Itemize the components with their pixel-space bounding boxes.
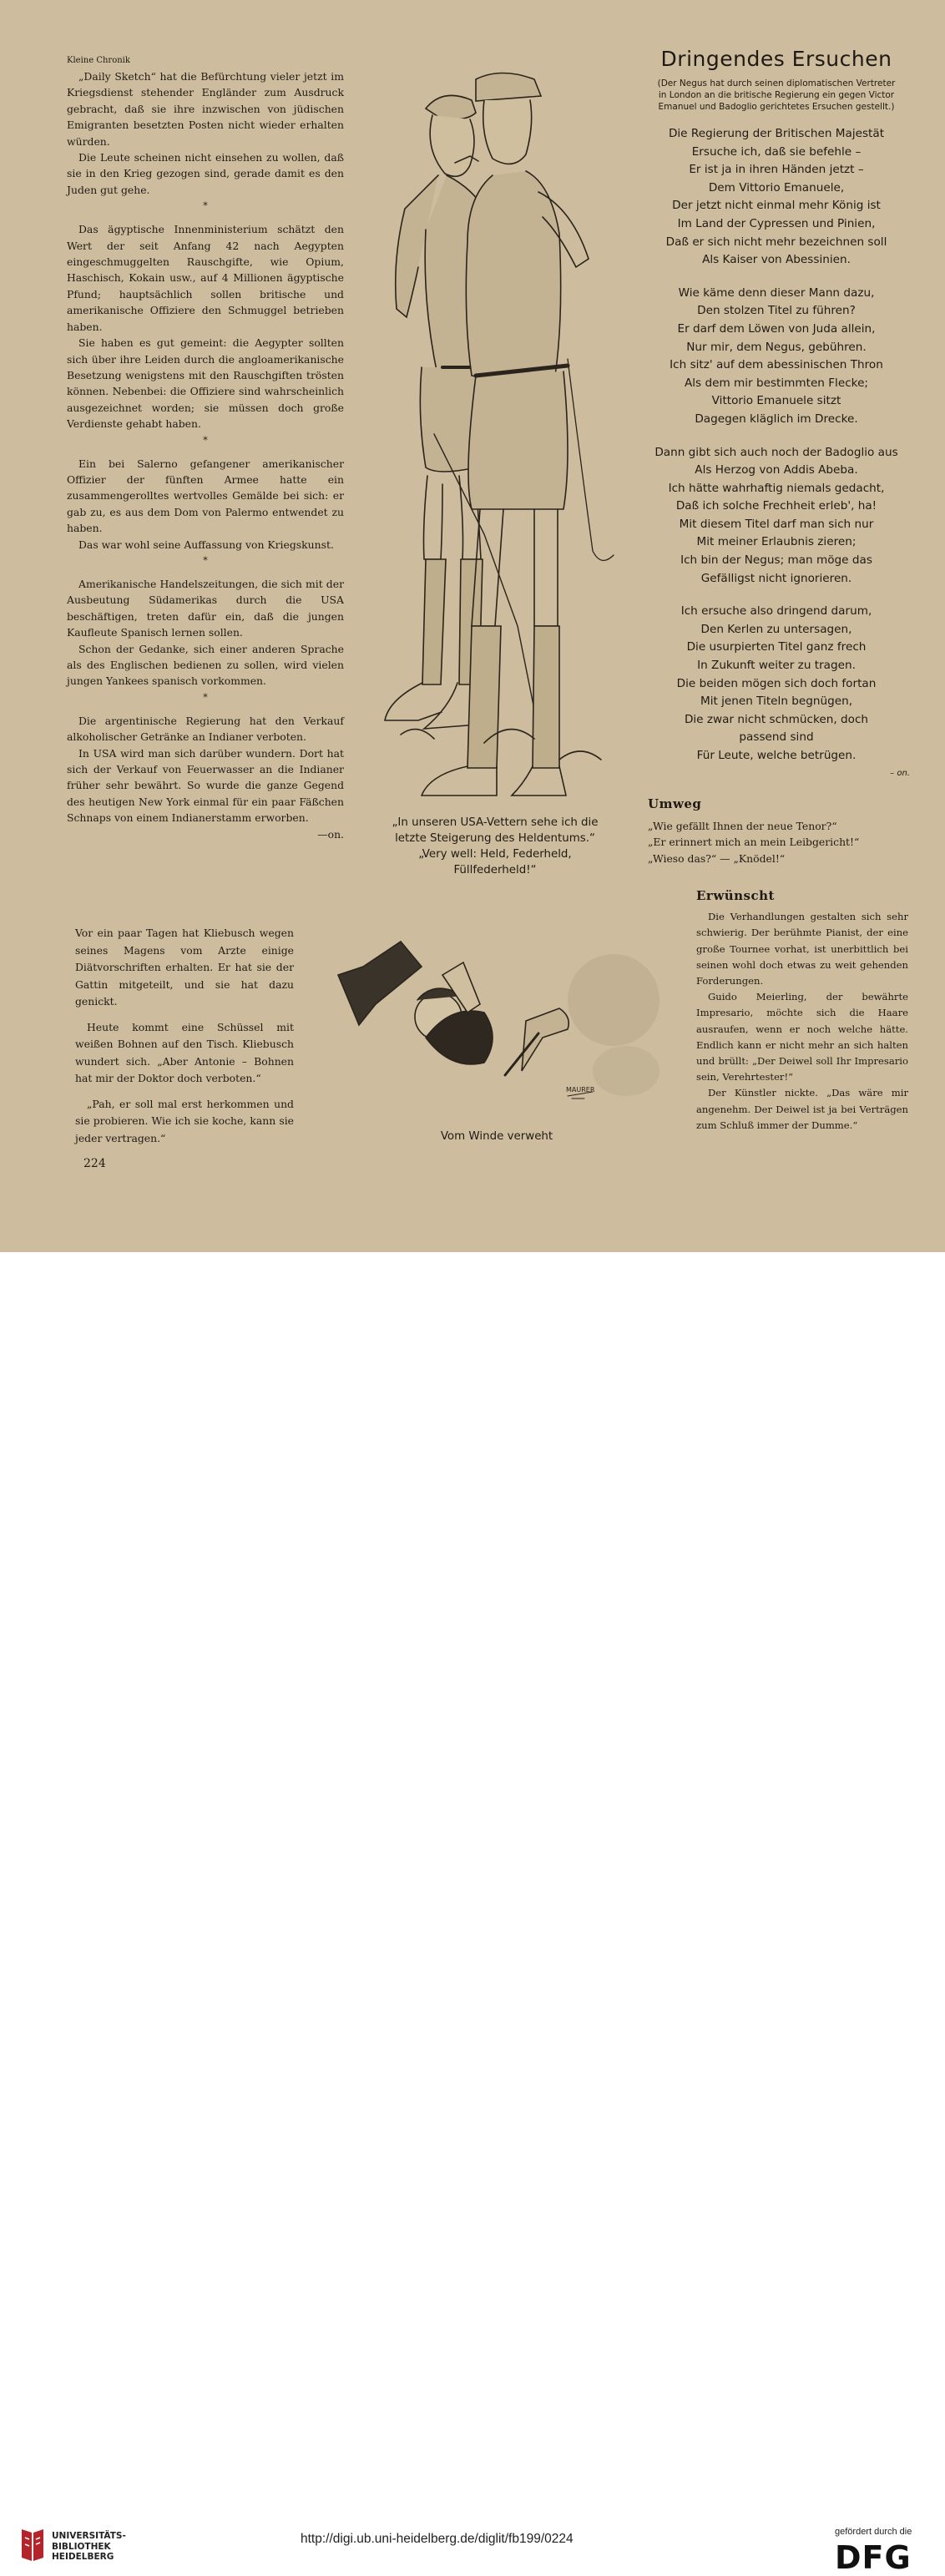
poem-line: Er ist ja in ihren Händen jetzt –	[689, 163, 864, 177]
poem-line: Ich ersuche also dringend darum,	[680, 604, 872, 619]
paragraph: Die argentinische Regierung hat den Verkauf alkoholischer Getränke an Indianer verboten.	[67, 714, 344, 744]
poem-line: Ich sitz' auf dem abessinischen Thron	[670, 358, 883, 372]
poem-line: Als Herzog von Addis Abeba.	[695, 463, 858, 477]
poem-stanza	[634, 285, 918, 429]
joke-line: „Er erinnert mich an mein Leibgericht!“	[648, 836, 860, 848]
poem-line: Mit meiner Erlaubnis zieren;	[696, 535, 857, 549]
poem-line: Als dem mir bestimmten Flecke;	[684, 376, 869, 390]
separator-star: *	[203, 434, 208, 446]
caption-line: „In unseren USA-Vettern sehe ich die	[392, 816, 599, 829]
subtitle-line: Emanuel und Badoglio gerichtetes Ersuchen gestellt.)	[658, 102, 895, 112]
separator-star: *	[203, 200, 208, 212]
poem-line: Ich hätte wahrhaftig niemals gedacht,	[668, 481, 885, 495]
poem-line: Daß ich solche Frechheit erleb', ha!	[675, 499, 877, 513]
poem-line: Gefälligst nicht ignorieren.	[700, 571, 852, 585]
cartoon-signature: MAURER	[566, 1086, 595, 1094]
paragraph: Schon der Gedanke, sich einer anderen Sprache als des Englischen bedienen zu sollen, wird vielen jungen Yankees spanisch vorkommen.	[67, 642, 344, 688]
paragraph: Ein bei Salerno gefangener amerikanischer Offizier der fünften Armee hatte ein zusammengerolltes wertvolles Gemälde bei sich: er gab zu, es aus dem Dom von Palermo entwendet zu haben.	[67, 457, 344, 535]
caption-line: Füllfederheld!“	[453, 864, 537, 876]
poem-line: Er darf dem Löwen von Juda allein,	[677, 321, 876, 336]
poem-title: Dringendes Ersuchen	[660, 47, 892, 71]
library-name-line: HEIDELBERG	[52, 2552, 114, 2562]
poem-line: Wie käme denn dieser Mann dazu,	[678, 285, 875, 300]
poem-line: Vittorio Emanuele sitzt	[711, 394, 841, 408]
drop-initial: Vor ein paar Tagen hat Kliebusch wegen seines Magens vom Arzte einige Diätvorschriften erhalten. Er hat sie der Gattin mitgeteilt, und sie hat dazu genickt.	[75, 927, 294, 1008]
paragraph: „Daily Sketch“ hat die Befürchtung vieler jetzt im Kriegsdienst stehender Engländer zum Ausdruck gebracht, daß sie ihre inzwischen von jüdischen Emigranten besetzten Posten nicht wieder erhalten würden.	[67, 70, 344, 148]
poem-line: Ersuche ich, daß sie befehle –	[691, 144, 862, 159]
poem-line: Dann gibt sich auch noch der Badoglio aus	[654, 445, 898, 459]
paragraph: Die Leute scheinen nicht einsehen zu wollen, daß sie in den Krieg gezogen sind, gerade damit es den Juden gut gehe.	[67, 151, 344, 196]
umweg-joke	[648, 796, 907, 866]
poem-line: Die beiden mögen sich doch fortan	[676, 676, 877, 690]
poem-subtitle	[633, 78, 920, 113]
poem-line: passend sind	[739, 730, 814, 745]
poem-line: Den Kerlen zu untersagen,	[700, 622, 852, 636]
section-heading: Erwünscht	[696, 888, 775, 903]
paragraph: Das war wohl seine Auffassung von Kriegskunst.	[78, 538, 334, 551]
kliebusch-anecdote	[75, 925, 294, 1147]
paragraph: Sie haben es gut gemeint: die Aegypter sollten sich über ihre Leiden durch die angloamerikanische Besetzung wenigstens mit den Rauschgiften trösten können. Nebenbei: die Offiziere sind wahrscheinlich ausgezeichnet worden; sie müssen doch große Verdienste gehabt haben.	[67, 336, 344, 431]
cartoon-caption: Vom Winde verweht	[440, 1130, 553, 1143]
poem-body	[634, 125, 918, 779]
funding-note: gefördert durch die	[835, 2527, 912, 2537]
poem-line: Die Regierung der Britischen Majestät	[668, 127, 885, 140]
paragraph: Der Künstler nickte. „Das wäre mir angenehm. Der Deiwel ist ja bei Verträgen zum Schluß immer der Dumme.“	[696, 1087, 908, 1131]
joke-line: „Wie gefällt Ihnen der neue Tenor?“	[648, 819, 837, 832]
cartoon-gone-with-the-wind	[326, 925, 676, 1117]
poem-line: Dagegen kläglich im Drecke.	[695, 412, 858, 426]
library-name	[52, 2531, 126, 2563]
permalink-url[interactable]: http://digi.ub.uni-heidelberg.de/diglit/fb199/0224	[301, 2532, 574, 2546]
paragraph: Heute kommt eine Schüssel mit weißen Bohnen auf den Tisch. Kliebusch wundert sich. „Aber Antonie – Bohnen hat mir der Doktor doch verboten.“	[75, 1020, 294, 1084]
poem-signature: – on.	[890, 768, 910, 778]
article-signature: —on.	[317, 827, 344, 841]
separator-star: *	[203, 554, 208, 566]
paragraph: „Pah, er soll mal erst herkommen und sie probieren. Wie ich sie koche, kann sie jeder vertragen.“	[75, 1097, 294, 1144]
poem-line: Dem Vittorio Emanuele,	[708, 180, 845, 194]
poem-line: Daß er sich nicht mehr bezeichnen soll	[665, 235, 887, 249]
newspaper-page	[0, 0, 945, 1252]
poem-line: Den stolzen Titel zu führen?	[697, 304, 856, 318]
poem-line: Die zwar nicht schmücken, doch	[684, 712, 869, 726]
digitization-footer	[0, 1252, 945, 2576]
poem-line: Der jetzt nicht einmal mehr König ist	[672, 199, 881, 213]
left-column	[67, 55, 344, 842]
poem-stanza	[634, 603, 918, 765]
paragraph	[67, 745, 344, 841]
paragraph: Das ägyptische Innenministerium schätzt den Wert der seit Anfang 42 nach Aegypten eingeschmuggelten Rauschgifte, wie Opium, Haschisch, Kokain usw., auf 4 Millionen ägyptische Pfund; hauptsächlich sollen britische und amerikanische Offiziere den Schmuggel betrieben haben.	[67, 223, 344, 333]
university-library-logo-icon	[18, 2528, 47, 2563]
cartoon-two-officers	[367, 58, 618, 801]
poem-line: Als Kaiser von Abessinien.	[702, 253, 851, 267]
poem-line: Nur mir, dem Negus, gebühren.	[686, 340, 867, 354]
subtitle-line: (Der Negus hat durch seinen diplomatischen Vertreter	[657, 78, 896, 88]
poem-line: Ich bin der Negus; man möge das	[680, 553, 872, 568]
paragraph-text: In USA wird man sich darüber wundern. Dort hat sich der Verkauf von Feuerwasser an die Indianer früher sehr bewährt. So wurde die ganze Gegend des heutigen New York einmal für ein paar Fäßchen Schnaps von einem Indianerstamm erworben.	[67, 746, 344, 825]
poem-line: Die usurpierten Titel ganz frech	[686, 640, 867, 654]
poem-stanza	[634, 125, 918, 270]
erwuenscht-anecdote	[696, 888, 908, 1134]
page-number: 224	[83, 1157, 106, 1170]
dfg-logo: DFG	[835, 2539, 912, 2576]
poem-line: Mit jenen Titeln begnügen,	[700, 695, 853, 709]
subtitle-line: in London an die britische Regierung ein gegen Victor	[658, 90, 895, 100]
paragraph: Guido Meierling, der bewährte Impresario, möchte sich die Haare ausraufen, wenn er noch welche hätte. Endlich kann er nicht mehr an sich halten und brüllt: „Der Deiwel soll Ihr Impresario sein, Verehrtester!“	[696, 991, 908, 1083]
library-name-line: UNIVERSITÄTS-	[52, 2531, 126, 2541]
paragraph	[75, 925, 294, 1011]
caption-line: letzte Steigerung des Heldentums.“	[395, 832, 595, 845]
caption-line: „Very well: Held, Federheld,	[418, 848, 572, 861]
poem-line: Für Leute, welche betrügen.	[696, 749, 857, 762]
library-name-line: BIBLIOTHEK	[52, 2541, 111, 2552]
section-heading: Umweg	[648, 796, 702, 811]
poem-line: Im Land der Cypressen und Pinien,	[677, 216, 876, 230]
cartoon-caption	[374, 815, 616, 878]
poem-line: Mit diesem Titel darf man sich nur	[679, 517, 874, 531]
paragraph: Die Verhandlungen gestalten sich sehr schwierig. Der berühmte Pianist, der eine große Tournee vorhat, ist unerbittlich bei seinen wohl doch etwas zu weit gehenden Forderungen.	[696, 911, 908, 987]
separator-star: *	[203, 691, 208, 703]
joke-line: „Wieso das?“ — „Knödel!“	[648, 851, 786, 865]
poem-line: In Zukunft weiter zu tragen.	[697, 659, 856, 673]
paragraph: Amerikanische Handelszeitungen, die sich mit der Ausbeutung Südamerikas durch die USA beschäftigen, treten dafür ein, daß die jungen Kaufleute Spanisch lernen sollen.	[67, 577, 344, 639]
section-header: Kleine Chronik	[67, 56, 130, 65]
poem-stanza	[634, 444, 918, 588]
